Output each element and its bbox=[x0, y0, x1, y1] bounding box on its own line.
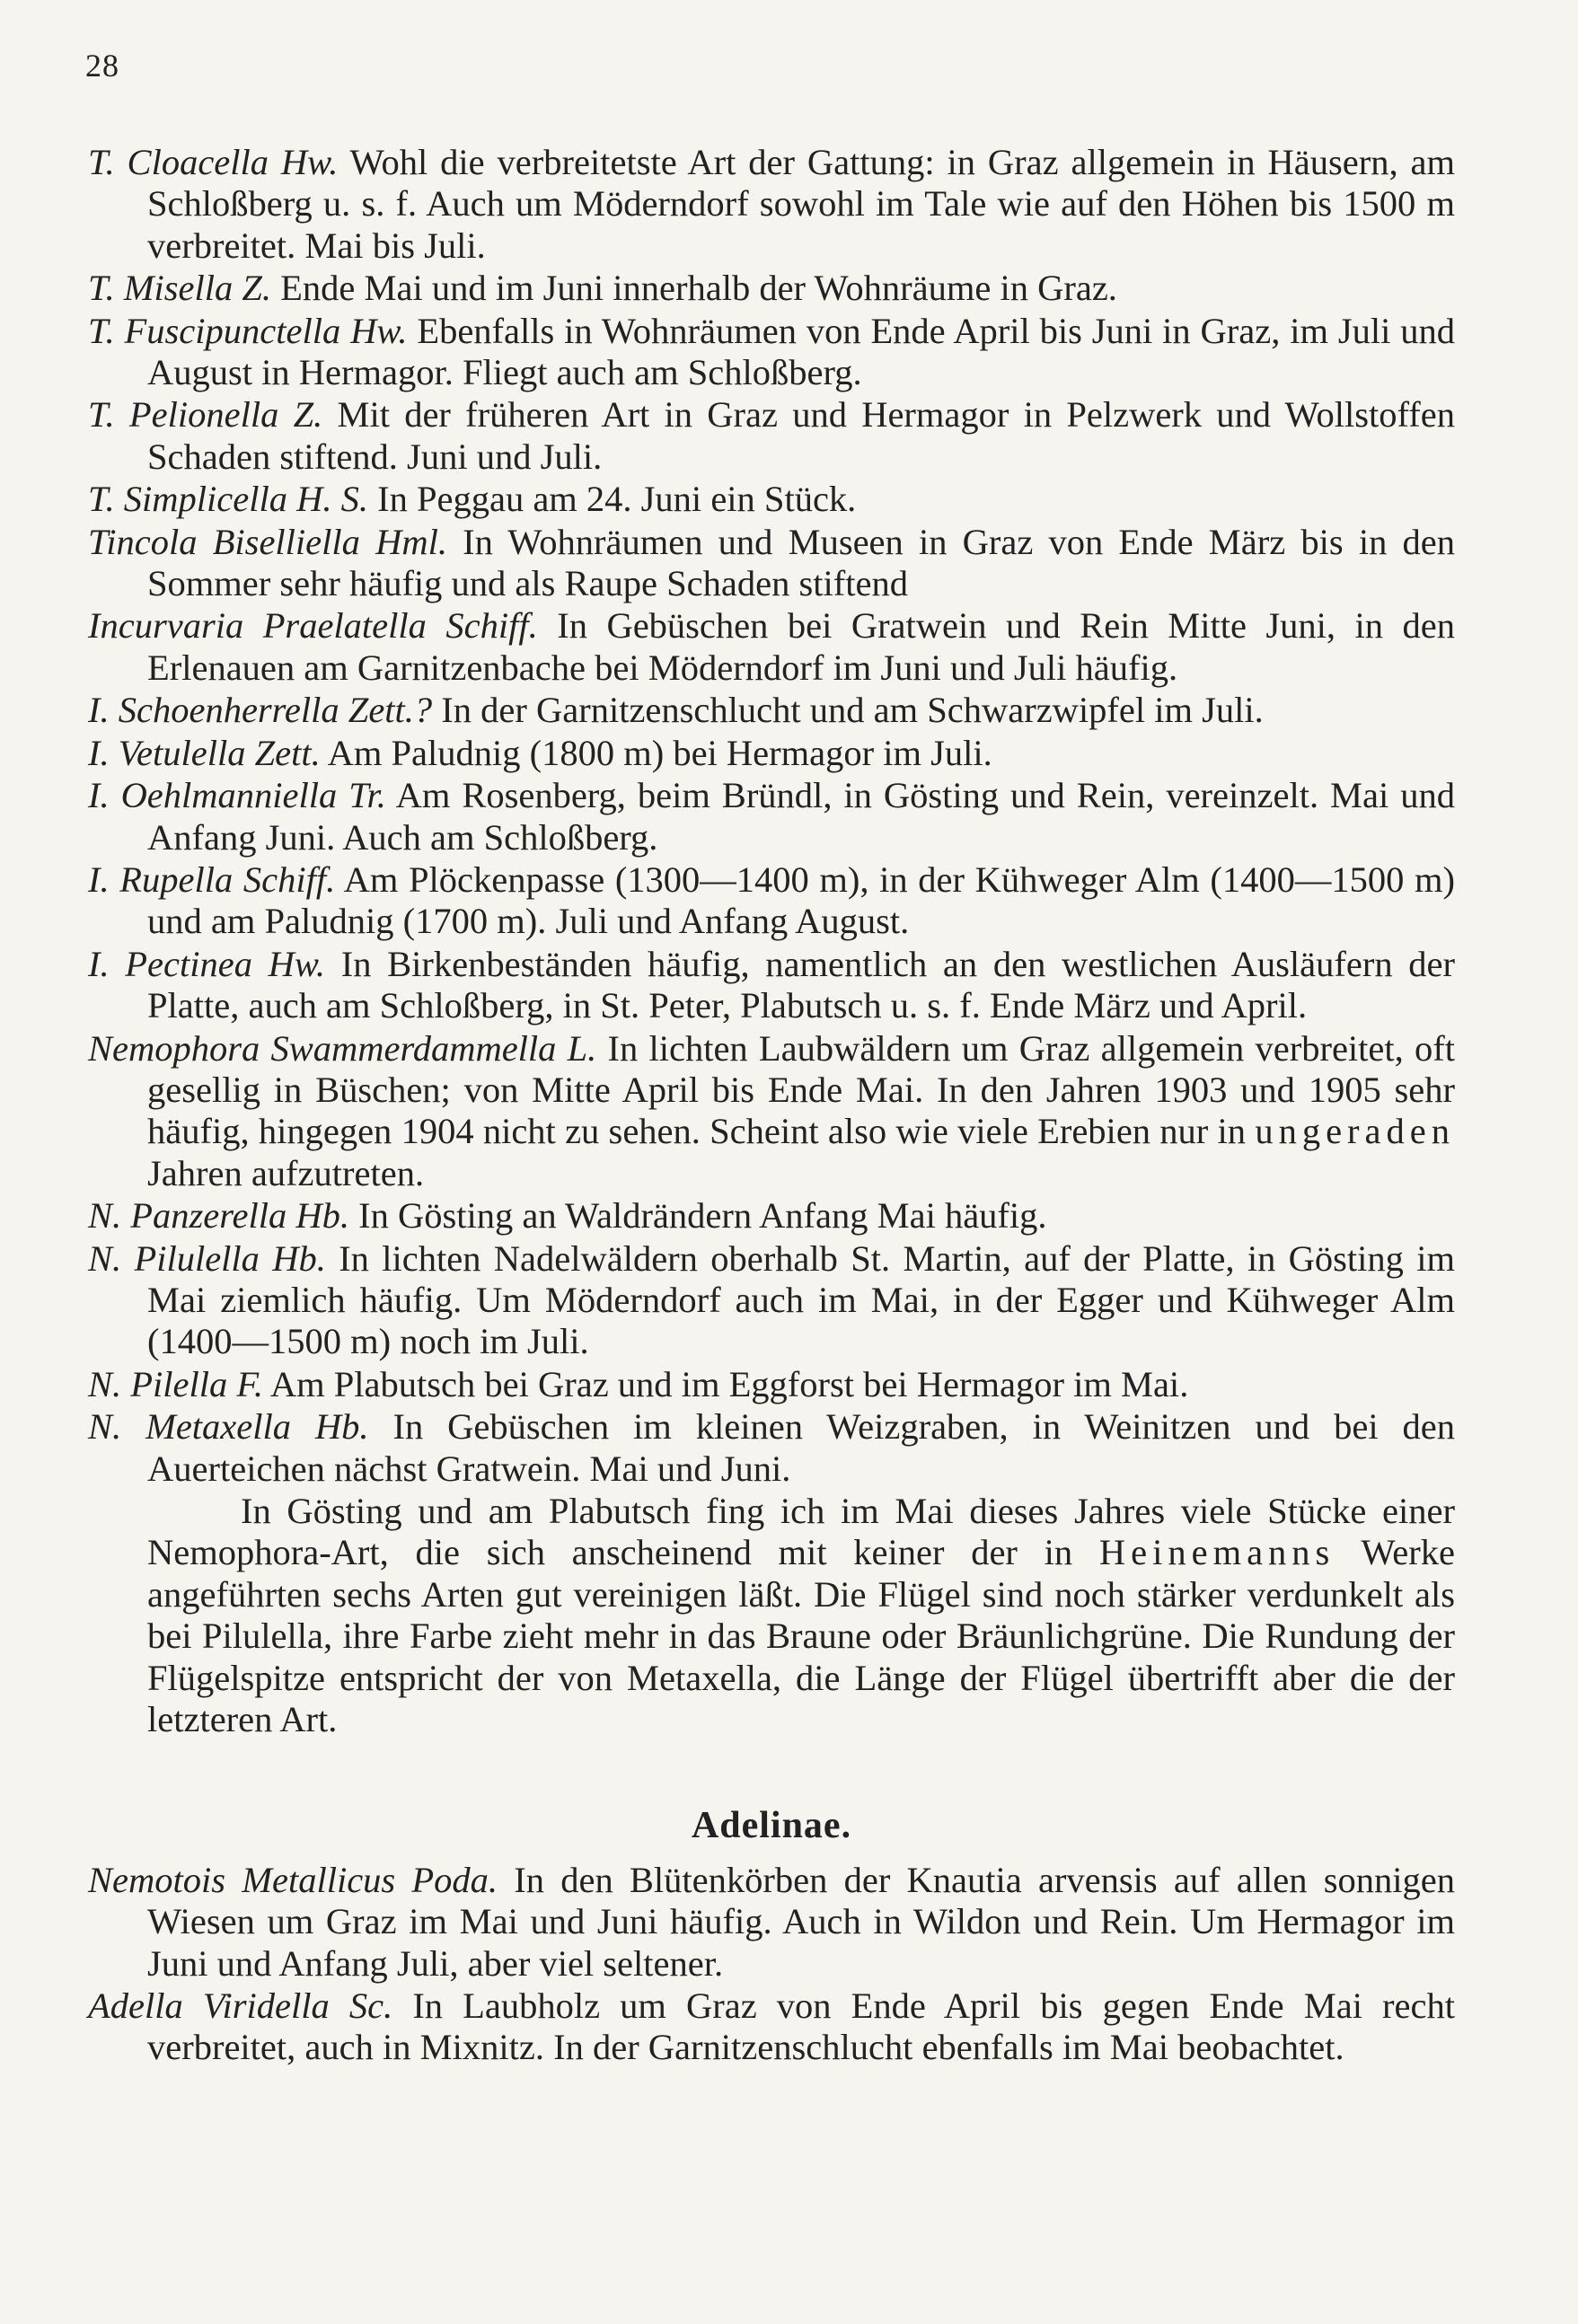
species-name: Adella Viridella Sc. bbox=[88, 1985, 393, 2027]
species-entry bbox=[88, 1195, 1455, 1237]
entry-text: Ebenfalls in Wohnräumen von Ende April bis Juni in Graz, im Juli und August in Hermagor. Fliegt auch am Schloßberg. bbox=[147, 310, 1455, 393]
spaced-emphasis: Heinemanns bbox=[1098, 1532, 1336, 1573]
entry-text: In Gebüschen im kleinen Weizgraben, in Weinitzen und bei den Auerteichen nächst Gratwein. Mai und Juni. bbox=[147, 1406, 1455, 1489]
species-entry bbox=[88, 142, 1455, 267]
species-name: I. Rupella Schiff. bbox=[88, 858, 336, 900]
species-name: Incurvaria Praelatella Schiff. bbox=[88, 605, 538, 647]
species-name: T. Simplicella H. S. bbox=[88, 479, 368, 520]
species-name: Nemotois Metallicus Poda. bbox=[88, 1859, 498, 1900]
entry-text: In Gebüschen bei Gratwein und Rein Mitte Juni, in den Erlenauen am Garnitzenbache bei Möderndorf im Juni und Juli häufig. bbox=[147, 605, 1455, 688]
text-column bbox=[88, 142, 1455, 2070]
note-text: Werke angeführten sechs Arten gut vereinigen läßt. Die Flügel sind noch stärker verdunkelt als bei Pilulella, ihre Farbe zieht mehr in das Braune oder Bräunlichgrüne. Die Rundung der Flügelspitze entspricht der von Metaxella, die Länge der Flügel übertrifft aber die der letzteren Art. bbox=[147, 1532, 1455, 1740]
species-name: N. Panzerella Hb. bbox=[88, 1195, 349, 1237]
note-paragraph bbox=[88, 1491, 1455, 1740]
species-entry bbox=[88, 311, 1455, 394]
entry-text: In Gösting an Waldrändern Anfang Mai häufig. bbox=[348, 1195, 1047, 1237]
species-name: I. Oehlmanniella Tr. bbox=[88, 775, 386, 816]
entries-nemophora bbox=[88, 1195, 1455, 1490]
species-entry bbox=[88, 394, 1455, 478]
entry-text: Am Rosenberg, beim Bründl, in Gösting und Rein, vereinzelt. Mai und Anfang Juni. Auch am Schloßberg. bbox=[147, 775, 1455, 858]
entry-text: In lichten Laubwäldern um Graz allgemein verbreitet, oft gesellig in Büschen; von Mitte April bis Ende Mai. In den Jahren 1903 und 1905 sehr häufig, hingegen 1904 nicht zu sehen. Scheint also wie viele Erebien nur in bbox=[147, 1027, 1455, 1152]
species-name: T. Fuscipunctella Hw. bbox=[88, 310, 408, 351]
entry-text: In Peggau am 24. Juni ein Stück. bbox=[367, 479, 857, 520]
species-name: T. Pelionella Z. bbox=[88, 394, 323, 436]
entry-text: In den Blütenkörben der Knautia arvensis auf allen sonnigen Wiesen um Graz im Mai und Juni häufig. Auch in Wildon und Rein. Um Hermagor im Juni und Anfang Juli, aber viel seltener. bbox=[147, 1859, 1455, 1984]
spaced-emphasis: ungeraden bbox=[1255, 1111, 1455, 1152]
species-entry bbox=[88, 1406, 1455, 1490]
species-name: N. Metaxella Hb. bbox=[88, 1406, 369, 1448]
species-entry bbox=[88, 690, 1455, 731]
note-text: In Gösting und am Plabutsch fing ich im Mai dieses Jahres viele Stücke einer Nemophora-Art, die sich anscheinend mit keiner der in bbox=[147, 1491, 1455, 1573]
page-number: 28 bbox=[85, 48, 119, 84]
entry-text: In Laubholz um Graz von Ende April bis gegen Ende Mai recht verbreitet, auch in Mixnitz. In der Garnitzenschlucht ebenfalls im Mai beobachtet. bbox=[147, 1985, 1455, 2068]
species-name: Tincola Biselliella Hml. bbox=[88, 521, 447, 562]
entry-text: Jahren aufzutreten. bbox=[147, 1152, 425, 1193]
entry-text: Mit der früheren Art in Graz und Hermagor in Pelzwerk und Wollstoffen Schaden stiftend. Juni und Juli. bbox=[147, 394, 1455, 477]
species-entry bbox=[88, 775, 1455, 858]
species-name: N. Pilella F. bbox=[88, 1363, 264, 1404]
species-entry bbox=[88, 268, 1455, 309]
section-heading: Adelinae. bbox=[691, 1805, 852, 1847]
species-entry bbox=[88, 1985, 1455, 2069]
species-name: T. Cloacella Hw. bbox=[88, 142, 339, 182]
entry-text: Wohl die verbreitetste Art der Gattung: in Graz allgemein in Häusern, am Schloßberg u. s. f. Auch um Möderndorf sowohl im Tale wie auf den Höhen bis 1500 m verbreitet. Mai bis Juli. bbox=[147, 142, 1455, 266]
species-entry bbox=[88, 944, 1455, 1027]
species-name: I. Schoenherrella Zett.? bbox=[88, 690, 433, 731]
entry-text: In Birkenbeständen häufig, namentlich an den westlichen Ausläufern der Platte, auch am Schloßberg, in St. Peter, Plabutsch u. s. f. Ende März und April. bbox=[147, 943, 1455, 1026]
species-entry bbox=[88, 1364, 1455, 1405]
species-entry-nemophora bbox=[88, 1028, 1455, 1195]
species-name: N. Pilulella Hb. bbox=[88, 1237, 326, 1279]
entry-text: Am Paludnig (1800 m) bei Hermagor im Juli. bbox=[320, 732, 992, 773]
species-entry bbox=[88, 605, 1455, 689]
species-name: I. Vetulella Zett. bbox=[88, 732, 321, 773]
species-entry bbox=[88, 733, 1455, 774]
species-entry bbox=[88, 522, 1455, 605]
entry-text: Am Plabutsch bei Graz und im Eggforst bei Hermagor im Mai. bbox=[263, 1363, 1189, 1404]
species-entry bbox=[88, 1860, 1455, 1985]
species-entry bbox=[88, 859, 1455, 943]
species-name: T. Misella Z. bbox=[88, 268, 272, 309]
species-entry bbox=[88, 479, 1455, 520]
species-name: Nemophora Swammerdammella L. bbox=[88, 1027, 597, 1069]
entry-text: In der Garnitzenschlucht und am Schwarzwipfel im Juli. bbox=[432, 690, 1264, 731]
entry-text: In lichten Nadelwäldern oberhalb St. Martin, auf der Platte, in Gösting im Mai ziemlich häufig. Um Möderndorf auch im Mai, in der Egger und Kühweger Alm (1400—1500 m) noch im Juli. bbox=[147, 1237, 1455, 1362]
entry-text: Ende Mai und im Juni innerhalb der Wohnräume in Graz. bbox=[271, 268, 1117, 309]
species-name: I. Pectinea Hw. bbox=[88, 943, 326, 984]
entries-tineidae bbox=[88, 142, 1455, 1027]
entry-text: Am Plöckenpasse (1300—1400 m), in der Kühweger Alm (1400—1500 m) und am Paludnig (1700 m). Juli und Anfang August. bbox=[147, 858, 1455, 942]
species-entry bbox=[88, 1238, 1455, 1363]
entries-adelinae bbox=[88, 1860, 1455, 2069]
entry-text: In Wohnräumen und Museen in Graz von Ende März bis in den Sommer sehr häufig und als Raupe Schaden stiftend bbox=[147, 521, 1455, 604]
